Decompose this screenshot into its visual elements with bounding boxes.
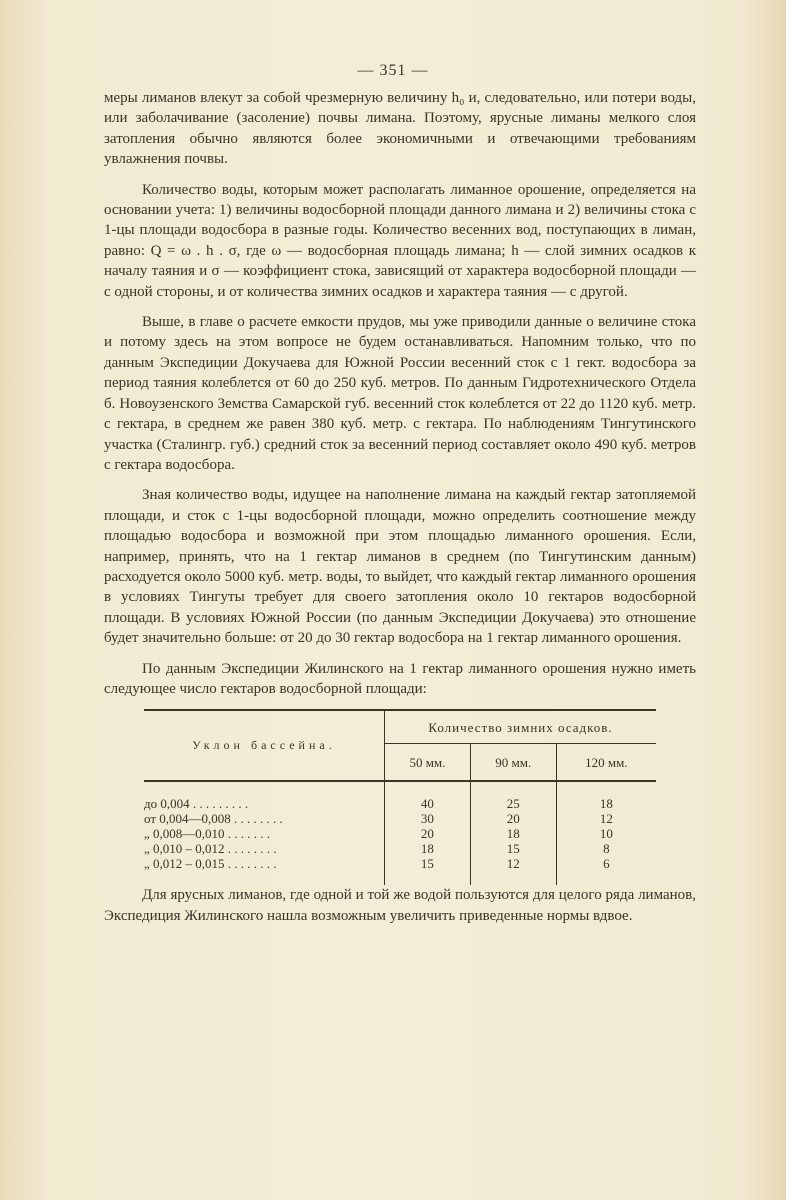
paragraph-1: меры лиманов влекут за собой чрезмерную величину h₀ и, следовательно, или потери воды, или заболачивание (засоление) почвы лимана. Поэтому, ярусные лиманы мелкого слоя затопления обычно являются более экономичными и отвечающими требованиям увлажнения почвы. <box>104 90 696 168</box>
header-col-50: 50 мм. <box>385 744 471 782</box>
value-cell: 40 <box>420 796 434 812</box>
paragraph-3: Выше, в главе о расчете емкости прудов, мы уже приводили данные о величине стока и потому здесь на этом вопросе не будем останавливаться. Напомним только, что по данным Экспедиции Докучаева для Южной России весенний сток с 1 гект. водосбора за период таяния колеблется от 60 до 250 куб. метров. По данным Гидротехнического Отдела б. Новоузенского Земства Самарской губ. весенний сток колеблется от 22 до 1120 куб. метр. с гектара, в среднем же равен 380 куб. метр. с гектара. По наблюдениям Тингутинского участка (Сталингр. губ.) средний сток за весенний период составляет около 490 куб. метров с гектара водосбора. <box>104 314 696 473</box>
value-cell: 20 <box>420 826 434 842</box>
value-cell: 20 <box>470 811 556 826</box>
value-cell: 18 <box>470 826 556 841</box>
value-cell: 18 <box>599 796 613 812</box>
value-cell: 12 <box>599 811 613 827</box>
paragraph-5: По данным Экспедиции Жилинского на 1 гектар лиманного орошения нужно иметь следующее число гектаров водосборной площади: <box>104 660 696 697</box>
page-number: — 351 — <box>357 62 429 79</box>
value-cell: 15 <box>470 841 556 856</box>
table-row <box>144 826 656 841</box>
header-slope: Уклон бассейна. <box>144 710 385 781</box>
value-cell: 25 <box>470 781 556 811</box>
catchment-table <box>144 709 656 885</box>
paragraph-2: Количество воды, которым может располагать лиманное орошение, определяется на основании учета: 1) величины водосборной площади данного лимана и 2) величины стока с 1-цы площади водосбора в разные годы. Количество весенних вод, поступающих в лиман, равно: Q = ω . h . σ, где ω — водосборная площадь лимана; h — слой зимних осадков к началу таяния и σ — коэффициент стока, зависящий от характера водосборной площади — с одной стороны, и от количества зимних осадков и характера таяния — с другой. <box>104 181 696 300</box>
header-col-120: 120 мм. <box>556 744 656 782</box>
slope-cell: от 0,004—0,008 . . . . . . . . <box>144 811 385 826</box>
value-cell: 8 <box>603 841 610 857</box>
value-cell: 30 <box>420 811 434 827</box>
table-row <box>144 856 656 885</box>
closing-paragraph: Для ярусных лиманов, где одной и той же водой пользуются для целого ряда лиманов, Экспедиция Жилинского нашла возможным увеличить приведенные нормы вдвое. <box>104 887 696 924</box>
slope-cell: „ 0,010 – 0,012 . . . . . . . . <box>144 841 385 856</box>
value-cell: 12 <box>470 856 556 885</box>
value-cell: 18 <box>420 841 434 857</box>
value-cell: 15 <box>420 856 434 872</box>
header-col-90: 90 мм. <box>470 744 556 782</box>
slope-cell: „ 0,008—0,010 . . . . . . . <box>144 826 385 841</box>
header-precipitation: Количество зимних осадков. <box>385 710 657 744</box>
slope-cell: „ 0,012 – 0,015 . . . . . . . . <box>144 856 385 885</box>
table-row <box>144 781 656 811</box>
value-cell: 10 <box>599 826 613 842</box>
page-content <box>104 88 696 936</box>
table-row <box>144 841 656 856</box>
paragraph-4: Зная количество воды, идущее на наполнение лимана на каждый гектар затопляемой площади, и сток с 1-цы водосборной площади, можно определить соотношение между площадью водосбора и возможной при этом площадью лиманного орошения. Если, например, принять, что на 1 гектар лиманов в среднем (по Тингутинским данным) расходуется около 5000 куб. метр. воды, то выйдет, что каждый гектар лиманного орошения в условиях Тингуты требует для своего затопления около 10 гектаров водосборной площади. В условиях Южной России (по данным Экспедиции Докучаева) это отношение будет значительно больше: от 20 до 30 гектар водосбора на 1 гектар лиманного орошения. <box>104 487 696 647</box>
table-row <box>144 811 656 826</box>
value-cell: 6 <box>603 856 610 872</box>
slope-cell: до 0,004 . . . . . . . . . <box>144 781 385 811</box>
